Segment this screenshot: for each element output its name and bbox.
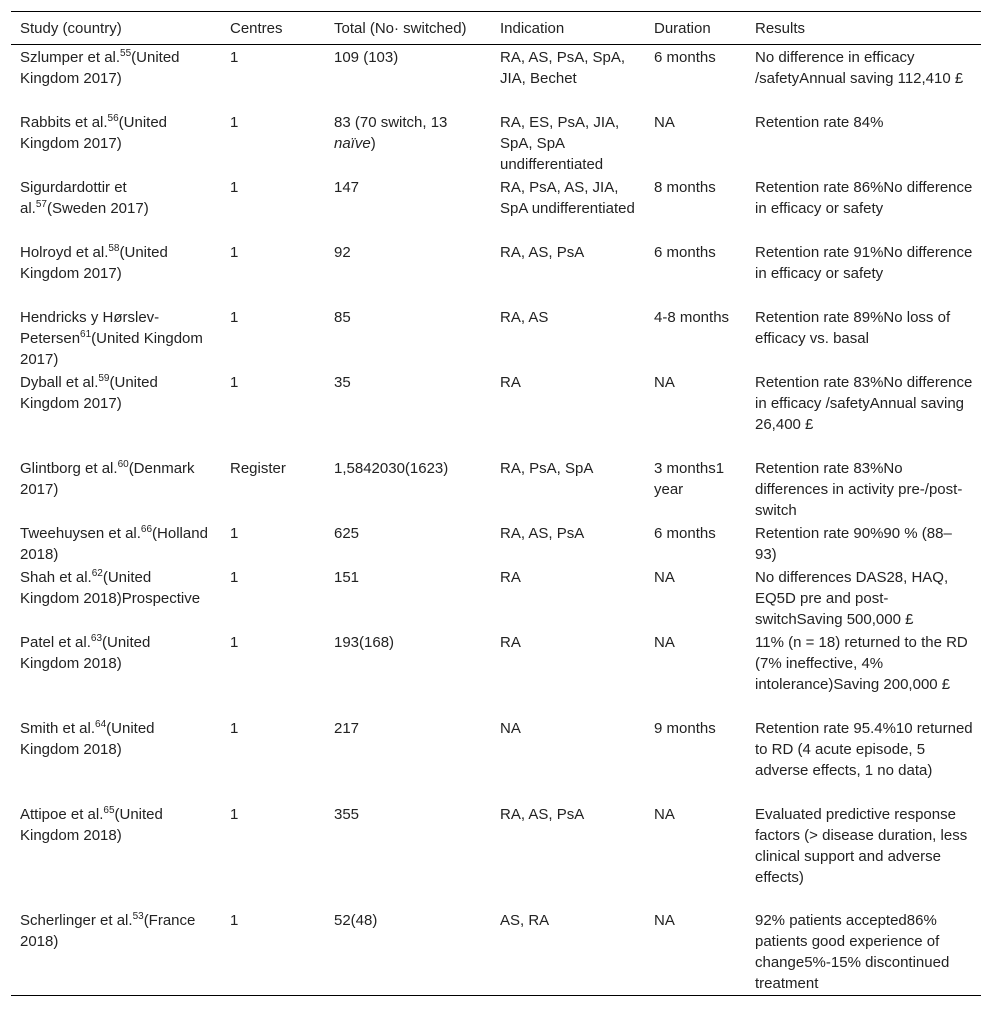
cell-results: Retention rate 84% [755,113,884,131]
cell-duration: 6 months [654,49,716,66]
cell-centres: 1 [230,719,239,737]
cell-total: 217 [334,719,360,737]
cell-total: 151 [334,568,360,586]
cell-duration: NA [654,113,675,131]
cell-total: 193(168) [334,633,395,651]
cell-centres: 1 [230,308,239,326]
table-row [11,370,981,456]
cell-centres: 1 [230,633,239,651]
cell-results: Retention rate 83%No differences in activity pre-/post-switch [755,459,963,519]
cell-centres: Register [230,459,286,477]
cell-centres: 1 [230,524,239,542]
cell-study: Smith et al.$^{64}$(United Kingdom 2018) [20,718,155,758]
studies-table-container [11,11,981,996]
header-results: Results [755,20,806,37]
cell-results: Evaluated predictive response factors (> disease duration, less clinical support and adverse effects) [755,805,968,886]
cell-total: 85 [334,308,351,326]
cell-duration: NA [654,805,675,823]
table-row [11,521,981,565]
table-row [11,908,981,996]
header-total: Total (No· switched) [334,20,467,37]
table-row [11,45,981,110]
cell-results: 92% patients accepted86% patients good experience of change5%-15% discontinued treatment [755,911,950,992]
cell-duration: NA [654,911,675,929]
cell-total: 355 [334,805,360,823]
table-header [11,12,981,45]
cell-centres: 1 [230,113,239,131]
cell-indication: RA, AS, PsA [500,805,585,823]
cell-centres: 1 [230,178,239,196]
table-row [11,630,981,716]
cell-indication: NA [500,719,521,737]
cell-results: Retention rate 86%No difference in efficacy or safety [755,178,973,217]
cell-indication: RA, AS [500,308,549,326]
cell-study: Patel et al.$^{63}$(United Kingdom 2018) [20,632,151,672]
cell-study: Attipoe et al.$^{65}$(United Kingdom 2018) [20,804,163,844]
header-indication: Indication [500,20,565,37]
cell-duration: 6 months [654,524,716,542]
cell-centres: 1 [230,805,239,823]
cell-total: 35 [334,373,351,391]
cell-centres: 1 [230,373,239,391]
cell-study: Holroyd et al.$^{58}$(United Kingdom 2017) [20,242,168,282]
table-row [11,305,981,370]
cell-study: Szlumper et al.$^{55}$(United Kingdom 2017) [20,48,180,87]
cell-study: Sigurdardottir et al.$^{57}$(Sweden 2017) [20,178,149,217]
cell-duration: NA [654,568,675,586]
studies-table [11,11,981,996]
cell-centres: 1 [230,568,239,586]
cell-duration: 6 months [654,243,716,261]
table-row [11,716,981,802]
cell-total: 1,5842030(1623) [334,459,449,477]
cell-indication: RA, PsA, SpA [500,459,594,477]
cell-total: 52(48) [334,911,378,929]
table-row [11,456,981,521]
cell-indication: RA, AS, PsA [500,243,585,261]
cell-duration: 3 months1 year [654,459,725,498]
cell-study: Rabbits et al.$^{56}$(United Kingdom 2017) [20,112,168,152]
cell-centres: 1 [230,49,239,66]
cell-total: 109 (103) [334,49,399,66]
cell-indication: RA, AS, PsA [500,524,585,542]
table-body [11,45,981,996]
cell-study: Shah et al.$^{62}$(United Kingdom 2018)Prospective [20,567,201,607]
table-row [11,802,981,908]
cell-results: Retention rate 83%No difference in efficacy /safetyAnnual saving 26,400 £ [755,373,973,433]
cell-results: No differences DAS28, HAQ, EQ5D pre and post-switchSaving 500,000 £ [755,568,949,628]
header-study: Study (country) [20,20,122,37]
table-row [11,240,981,305]
cell-results: Retention rate 89%No loss of efficacy vs. basal [755,308,951,347]
cell-duration: 8 months [654,178,716,196]
cell-results: Retention rate 90%90 % (88–93) [755,524,952,563]
cell-indication: RA, PsA, AS, JIA, SpA undifferentiated [500,178,635,217]
cell-centres: 1 [230,243,239,261]
cell-duration: NA [654,373,675,391]
cell-total: 92 [334,243,351,261]
cell-results: Retention rate 95.4%10 returned to RD (4 acute episode, 5 adverse effects, 1 no data) [755,719,973,779]
table-row [11,175,981,240]
header-row [11,12,981,45]
cell-results: Retention rate 91%No difference in efficacy or safety [755,243,973,282]
cell-results: No difference in efficacy /safetyAnnual saving 112,410 £ [755,49,964,87]
cell-total: 625 [334,524,360,542]
cell-indication: RA, AS, PsA, SpA, JIA, Bechet [500,49,626,87]
table-row [11,110,981,175]
cell-study: Hendricks y Hørslev-Petersen$^{61}$(United Kingdom 2017) [20,308,203,368]
cell-indication: AS, RA [500,911,550,929]
cell-results: 11% (n = 18) returned to the RD (7% ineffective, 4% intolerance)Saving 200,000 £ [755,633,968,693]
cell-duration: NA [654,633,675,651]
cell-centres: 1 [230,911,239,929]
cell-study: Tweehuysen et al.$^{66}$(Holland 2018) [20,523,208,563]
cell-indication: RA, ES, PsA, JIA, SpA, SpA undifferentiated [500,113,620,173]
cell-study: Glintborg et al.$^{60}$(Denmark 2017) [20,458,195,498]
cell-indication: RA [500,633,521,651]
cell-total: 147 [334,178,360,196]
header-duration: Duration [654,20,711,37]
cell-duration: 9 months [654,719,716,737]
cell-study: Dyball et al.$^{59}$(United Kingdom 2017) [20,372,158,412]
cell-total: 83 (70 switch, 13 naïve) [334,113,448,152]
header-centres: Centres [230,20,283,37]
cell-duration: 4-8 months [654,308,730,326]
cell-indication: RA [500,373,521,391]
table-row [11,565,981,630]
cell-study: Scherlinger et al.$^{53}$(France 2018) [20,910,196,950]
cell-indication: RA [500,568,521,586]
